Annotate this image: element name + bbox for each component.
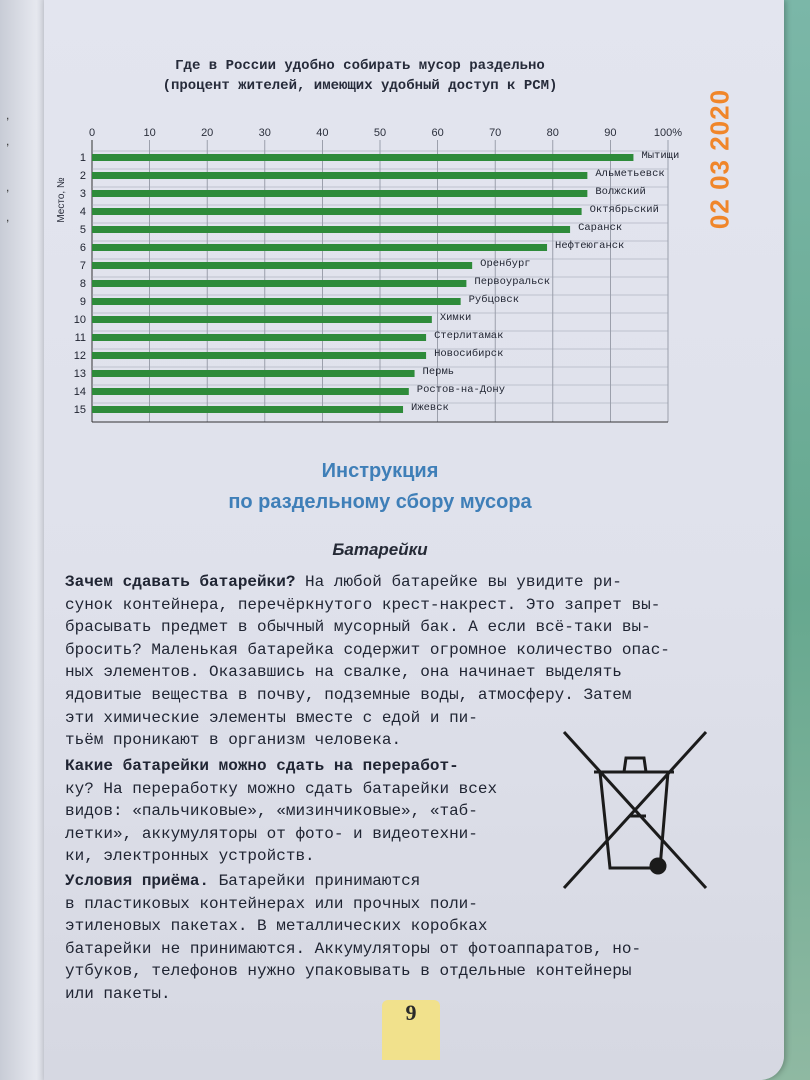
text-span: ядовитые вещества в почву, подземные воды, атмосферу. Затем [65,685,632,704]
left-page-mark: , [6,180,10,194]
text-span: бросить? Маленькая батарейка содержит огромное количество опас- [65,640,670,659]
y-tick-label: 14 [73,386,86,398]
text-line [65,800,497,823]
bar-city-label: Оренбург [480,258,531,270]
text-span: этиленовых пакетах. В металлических коробках [65,917,488,936]
y-tick-label: 5 [79,224,86,236]
text-line [65,960,641,983]
y-tick-label: 12 [73,350,86,362]
bar-city-label: Новосибирск [434,348,504,360]
text-line [65,755,497,778]
left-page-mark: , [6,108,10,122]
bold-lead-in: Какие батарейки можно сдать на переработ- [65,757,459,775]
text-span: тьём проникают в организм человека. [65,731,402,750]
bar [92,316,432,323]
bar-city-label: Саранск [578,222,623,234]
y-tick-label: 7 [79,260,86,272]
x-tick-label: 30 [258,127,271,139]
x-tick-label: 50 [373,127,387,139]
y-tick-label: 13 [73,368,86,380]
y-tick-label: 4 [79,206,86,218]
page-number: 9 [382,1000,440,1060]
bar-city-label: Рубцовск [468,294,520,306]
text-line [65,870,641,893]
bar-city-label: Октябрьский [589,204,659,216]
text-line [65,983,641,1006]
bar [92,352,426,359]
paragraph-conditions [65,870,641,1006]
text-line [65,778,497,801]
crossed-out-wheelie-bin-icon [560,728,710,893]
y-tick-label: 8 [79,278,86,290]
bar [92,262,472,269]
bar-city-label: Нефтеюганск [555,240,625,252]
bold-lead-in: Зачем сдавать батарейки? [65,573,296,591]
text-line [65,893,641,916]
bar [92,154,633,161]
text-span: утбуков, телефонов нужно упаковывать в отдельные контейнеры [65,962,632,981]
x-tick-label: 0 [88,127,96,139]
text-span: брасывать предмет в обычный мусорный бак. А если всё-таки вы- [65,618,651,637]
text-span: в пластиковых контейнерах или прочных поли- [65,894,478,913]
text-line [65,823,497,846]
bar-city-label: Стерлитамак [434,330,504,342]
bar [92,190,587,197]
y-tick-label: 6 [79,242,86,254]
bar-city-label: Химки [439,312,472,324]
text-span: летки», аккумуляторы от фото- и видеотехни- [65,824,478,843]
y-tick-label: 10 [73,314,86,326]
x-tick-label: 70 [489,127,502,139]
text-span: эти химические элементы вместе с едой и пи- [65,708,478,727]
text-span: сунок контейнера, перечёркнутого крест-накрест. Это запрет вы- [65,595,661,614]
text-line [65,915,641,938]
subheading-batteries: Батарейки [332,540,428,559]
text-span: батарейки не принимаются. Аккумуляторы от фотоаппаратов, но- [65,939,642,958]
bar [92,388,409,395]
section-title: Инструкция [321,460,439,482]
text-span: или пакеты. [65,984,171,1003]
y-tick-label: 15 [73,404,86,416]
text-line [65,639,670,662]
text-line [65,571,670,594]
paragraph-why-recycle [65,571,670,752]
bold-lead-in: Условия приёма. [65,872,210,890]
text-line [65,707,670,730]
date-stamp: 02 03 2020 [704,88,735,230]
left-page-mark: , [6,210,10,224]
bar [92,406,403,413]
y-axis-label: Место, № [56,177,67,223]
bar-city-label: Мытищи [641,150,680,162]
bar [92,370,415,377]
text-line [65,594,670,617]
x-tick-label: 40 [316,127,329,139]
x-tick-label: 90 [604,127,617,139]
x-tick-label: 60 [431,127,444,139]
bar-city-label: Первоуральск [474,276,551,288]
bar [92,334,426,341]
y-tick-label: 3 [79,188,86,200]
text-span: ки, электронных устройств. [65,847,315,866]
x-tick-label: 80 [546,127,559,139]
bar [92,244,547,251]
bar [92,298,461,305]
paragraph-which-batteries [65,755,497,868]
text-span: На любой батарейке вы увидите ри- [295,573,622,591]
y-tick-label: 2 [79,170,86,182]
text-line [65,938,641,961]
section-title-line2: по раздельному сбору мусора [228,491,532,513]
x-tick-label: 10 [143,127,156,139]
bar-city-label: Ижевск [411,402,449,414]
text-line [65,845,497,868]
bar-chart [0,0,810,430]
bar [92,280,466,287]
bar [92,226,570,233]
text-line [65,684,670,707]
text-line [65,661,670,684]
x-tick-label: 100% [653,127,683,139]
bar-city-label: Пермь [422,366,455,378]
text-span: Батарейки принимаются [209,872,421,890]
y-tick-label: 9 [79,296,86,308]
bar [92,172,587,179]
bar-city-label: Ростов-на-Дону [416,384,506,396]
y-tick-label: 11 [74,332,86,344]
left-page-mark: , [6,134,10,148]
bar-city-label: Волжский [595,186,646,198]
bar-city-label: Альметьевск [595,168,665,180]
text-span: ных элементов. Оказавшись на свалке, она начинает выделять [65,663,622,682]
bar [92,208,582,215]
text-line [65,616,670,639]
chart-title: Где в России удобно собирать мусор раздельно [175,58,545,74]
x-tick-label: 20 [201,127,214,139]
text-span: ку? На переработку можно сдать батарейки всех [65,779,498,798]
y-tick-label: 1 [79,152,86,164]
text-span: видов: «пальчиковые», «мизинчиковые», «таб- [65,802,478,821]
chart-subtitle: (процент жителей, имеющих удобный доступ к РСМ) [162,78,558,94]
